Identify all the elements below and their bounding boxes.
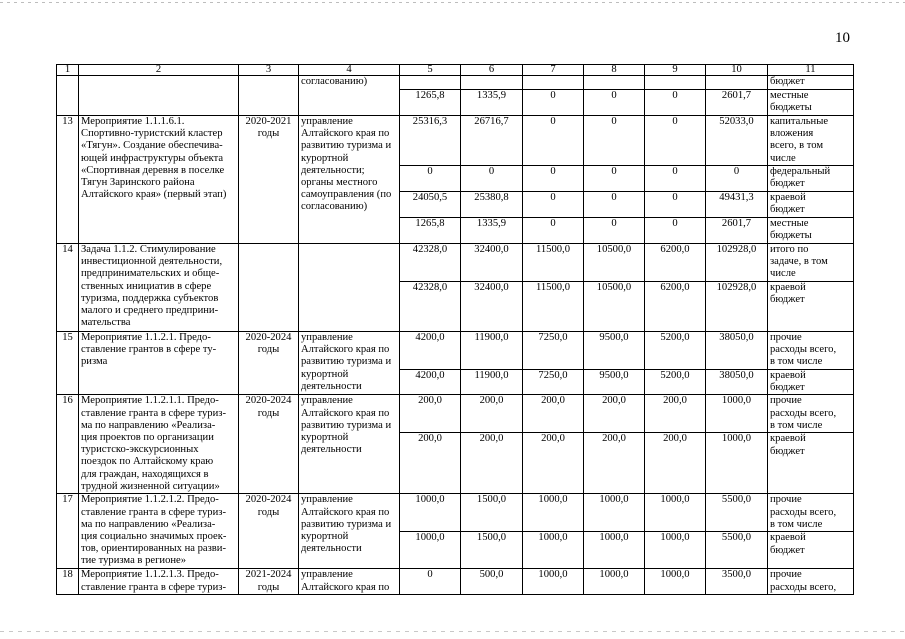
table-cell: 1000,0 xyxy=(645,569,706,594)
table-cell: 38050,0 xyxy=(706,332,768,370)
table-cell: 0 xyxy=(645,218,706,244)
table-cell: 1500,0 xyxy=(461,532,523,569)
table-cell: 6200,0 xyxy=(645,282,706,332)
table-cell: прочие расходы всего, в том числе xyxy=(768,332,854,370)
table-cell: 10500,0 xyxy=(584,282,645,332)
table-cell: 0 xyxy=(645,116,706,166)
table-cell: 500,0 xyxy=(461,569,523,594)
table-cell: управление Алтайского края по развитию туризма и курортной деятельности; органы местного самоуправления (по согласованию) xyxy=(299,116,400,244)
table-cell: 10500,0 xyxy=(584,244,645,282)
table-cell: 200,0 xyxy=(584,433,645,494)
table-cell xyxy=(299,244,400,332)
table-cell: капитальные вложения всего, в том числе xyxy=(768,116,854,166)
table-cell: 102928,0 xyxy=(706,282,768,332)
table-cell: 1500,0 xyxy=(461,494,523,532)
table-cell: 14 xyxy=(57,244,79,332)
table-cell: 1000,0 xyxy=(400,532,461,569)
table-cell: 16 xyxy=(57,395,79,494)
scan-artifact-bottom xyxy=(0,631,905,632)
table-cell xyxy=(584,76,645,90)
table-cell: 200,0 xyxy=(400,395,461,433)
table-cell: 2020-2021 годы xyxy=(239,116,299,244)
table-cell: 52033,0 xyxy=(706,116,768,166)
table-cell: 9500,0 xyxy=(584,370,645,395)
table-cell: 15 xyxy=(57,332,79,395)
table-cell: 102928,0 xyxy=(706,244,768,282)
table-cell: Мероприятие 1.1.2.1. Предо- ставление грантов в сфере ту- ризма xyxy=(79,332,239,395)
table-cell: 5200,0 xyxy=(645,370,706,395)
table-cell: 9500,0 xyxy=(584,332,645,370)
table-cell: 11500,0 xyxy=(523,244,584,282)
table-cell: 4200,0 xyxy=(400,370,461,395)
table-cell: 6200,0 xyxy=(645,244,706,282)
table-cell: управление Алтайского края по развитию туризма и курортной деятельности xyxy=(299,395,400,494)
table-cell: 200,0 xyxy=(645,395,706,433)
table-cell: 2601,7 xyxy=(706,90,768,116)
table-cell: 0 xyxy=(400,166,461,192)
table-cell: 32400,0 xyxy=(461,244,523,282)
table-cell: местные бюджеты xyxy=(768,90,854,116)
table-cell: 200,0 xyxy=(461,395,523,433)
table-cell xyxy=(57,76,79,116)
table-cell: 200,0 xyxy=(400,433,461,494)
table-cell: 0 xyxy=(523,192,584,218)
column-number-header-row xyxy=(57,65,854,76)
table-cell: бюджет xyxy=(768,76,854,90)
table-cell: 1000,0 xyxy=(584,569,645,594)
column-number-cell: 3 xyxy=(239,65,299,76)
column-number-cell: 6 xyxy=(461,65,523,76)
table-cell: 38050,0 xyxy=(706,370,768,395)
table-cell xyxy=(79,76,239,116)
table-cell: 2020-2024 годы xyxy=(239,395,299,494)
column-number-cell: 9 xyxy=(645,65,706,76)
page-number: 10 xyxy=(835,30,850,46)
table-cell: 1000,0 xyxy=(645,494,706,532)
table-cell: прочие расходы всего, в том числе xyxy=(768,494,854,532)
table-cell: 7250,0 xyxy=(523,370,584,395)
table-cell: 1000,0 xyxy=(523,569,584,594)
table-cell: 0 xyxy=(584,90,645,116)
table-cell: 24050,5 xyxy=(400,192,461,218)
table-cell: 200,0 xyxy=(523,395,584,433)
table-cell: 26716,7 xyxy=(461,116,523,166)
table-cell: 1000,0 xyxy=(584,494,645,532)
table-cell: 0 xyxy=(584,166,645,192)
column-number-cell: 1 xyxy=(57,65,79,76)
column-number-cell: 4 xyxy=(299,65,400,76)
table-cell: Задача 1.1.2. Стимулирование инвестиционной деятельности, предпринимательских и обще- ственных инициатив в сфере туризма, поддержка субъектов малого и среднего предприни- мательства xyxy=(79,244,239,332)
table-cell: 0 xyxy=(584,116,645,166)
table-cell: 42328,0 xyxy=(400,244,461,282)
table-cell: прочие расходы всего, xyxy=(768,569,854,594)
table-cell: итого по задаче, в том числе xyxy=(768,244,854,282)
table-cell: Мероприятие 1.1.2.1.2. Предо- ставление гранта в сфере туриз- ма по направлению «Реализа- ция социально значимых проек- тов, ориентированных на разви- тие туризма в регионе» xyxy=(79,494,239,569)
table-cell: 1000,0 xyxy=(523,494,584,532)
table-cell: 13 xyxy=(57,116,79,244)
table-cell: 1000,0 xyxy=(706,433,768,494)
table-cell: краевой бюджет xyxy=(768,532,854,569)
table-cell: 3500,0 xyxy=(706,569,768,594)
scan-artifact-top xyxy=(0,2,905,3)
table-cell: 0 xyxy=(523,218,584,244)
table-cell: Мероприятие 1.1.2.1.1. Предо- ставление гранта в сфере туриз- ма по направлению «Реализа- ция проектов по организации туристско-экскурсионных поездок по Алтайскому краю для граждан, находящихся в трудной жизненной ситуации» xyxy=(79,395,239,494)
table-cell: 7250,0 xyxy=(523,332,584,370)
column-number-cell: 2 xyxy=(79,65,239,76)
table-cell: 32400,0 xyxy=(461,282,523,332)
table-cell xyxy=(239,244,299,332)
table-cell: 1265,8 xyxy=(400,90,461,116)
table-cell: 2020-2024 годы xyxy=(239,332,299,395)
table-row xyxy=(57,569,854,594)
table-cell: управление Алтайского края по xyxy=(299,569,400,594)
table-cell: 25316,3 xyxy=(400,116,461,166)
table-cell xyxy=(400,76,461,90)
table-cell: 0 xyxy=(461,166,523,192)
table-cell: 1000,0 xyxy=(706,395,768,433)
table-cell: 0 xyxy=(523,166,584,192)
table-cell: 11900,0 xyxy=(461,370,523,395)
table-cell: 0 xyxy=(706,166,768,192)
table-cell: 11500,0 xyxy=(523,282,584,332)
table-cell: 11900,0 xyxy=(461,332,523,370)
table-cell: 1265,8 xyxy=(400,218,461,244)
table-cell: краевой бюджет xyxy=(768,370,854,395)
table-cell: 2021-2024 годы xyxy=(239,569,299,594)
table-row xyxy=(57,244,854,282)
table-cell: 200,0 xyxy=(584,395,645,433)
column-number-cell: 11 xyxy=(768,65,854,76)
table-cell: 18 xyxy=(57,569,79,594)
column-number-cell: 5 xyxy=(400,65,461,76)
table-cell: 25380,8 xyxy=(461,192,523,218)
table-cell: 200,0 xyxy=(645,433,706,494)
table-cell: 5200,0 xyxy=(645,332,706,370)
table-row xyxy=(57,76,854,90)
column-number-cell: 10 xyxy=(706,65,768,76)
table-cell: Мероприятие 1.1.1.6.1. Спортивно-туристский кластер «Тягун». Создание обеспечива- ющей инфраструктуры объекта «Спортивная деревня в поселке Тягун Заринского района Алтайского края» (первый этап) xyxy=(79,116,239,244)
table-cell: управление Алтайского края по развитию туризма и курортной деятельности xyxy=(299,332,400,395)
table-cell: 0 xyxy=(400,569,461,594)
table-cell: 200,0 xyxy=(461,433,523,494)
table-cell: 0 xyxy=(584,218,645,244)
table-cell: 1000,0 xyxy=(584,532,645,569)
table-cell: краевой бюджет xyxy=(768,282,854,332)
table-cell xyxy=(239,76,299,116)
table-cell: 1335,9 xyxy=(461,218,523,244)
table-row xyxy=(57,494,854,532)
budget-table xyxy=(56,64,854,595)
table-cell: согласованию) xyxy=(299,76,400,116)
table-cell: 0 xyxy=(584,192,645,218)
table-cell: 2601,7 xyxy=(706,218,768,244)
table-cell: прочие расходы всего, в том числе xyxy=(768,395,854,433)
table-cell: федеральный бюджет xyxy=(768,166,854,192)
table-cell: 2020-2024 годы xyxy=(239,494,299,569)
table-cell xyxy=(523,76,584,90)
table-cell: 0 xyxy=(645,192,706,218)
table-cell: 1000,0 xyxy=(645,532,706,569)
table-cell xyxy=(645,76,706,90)
table-cell: 4200,0 xyxy=(400,332,461,370)
table-cell: Мероприятие 1.1.2.1.3. Предо- ставление гранта в сфере туриз- xyxy=(79,569,239,594)
table-cell: 1000,0 xyxy=(523,532,584,569)
table-cell: 17 xyxy=(57,494,79,569)
table-cell: 0 xyxy=(523,90,584,116)
table-cell: 5500,0 xyxy=(706,494,768,532)
table-cell: краевой бюджет xyxy=(768,433,854,494)
table-cell: 0 xyxy=(645,90,706,116)
table-cell: управление Алтайского края по развитию туризма и курортной деятельности xyxy=(299,494,400,569)
table-cell: местные бюджеты xyxy=(768,218,854,244)
table-cell: 1335,9 xyxy=(461,90,523,116)
table-cell: 5500,0 xyxy=(706,532,768,569)
table-cell: 0 xyxy=(523,116,584,166)
table-row xyxy=(57,332,854,370)
column-number-cell: 8 xyxy=(584,65,645,76)
table-row xyxy=(57,395,854,433)
table-cell: 49431,3 xyxy=(706,192,768,218)
table-cell: 0 xyxy=(645,166,706,192)
table-cell xyxy=(706,76,768,90)
table-cell: краевой бюджет xyxy=(768,192,854,218)
table-cell xyxy=(461,76,523,90)
table-row xyxy=(57,116,854,166)
table-cell: 200,0 xyxy=(523,433,584,494)
column-number-cell: 7 xyxy=(523,65,584,76)
table-cell: 42328,0 xyxy=(400,282,461,332)
table-cell: 1000,0 xyxy=(400,494,461,532)
